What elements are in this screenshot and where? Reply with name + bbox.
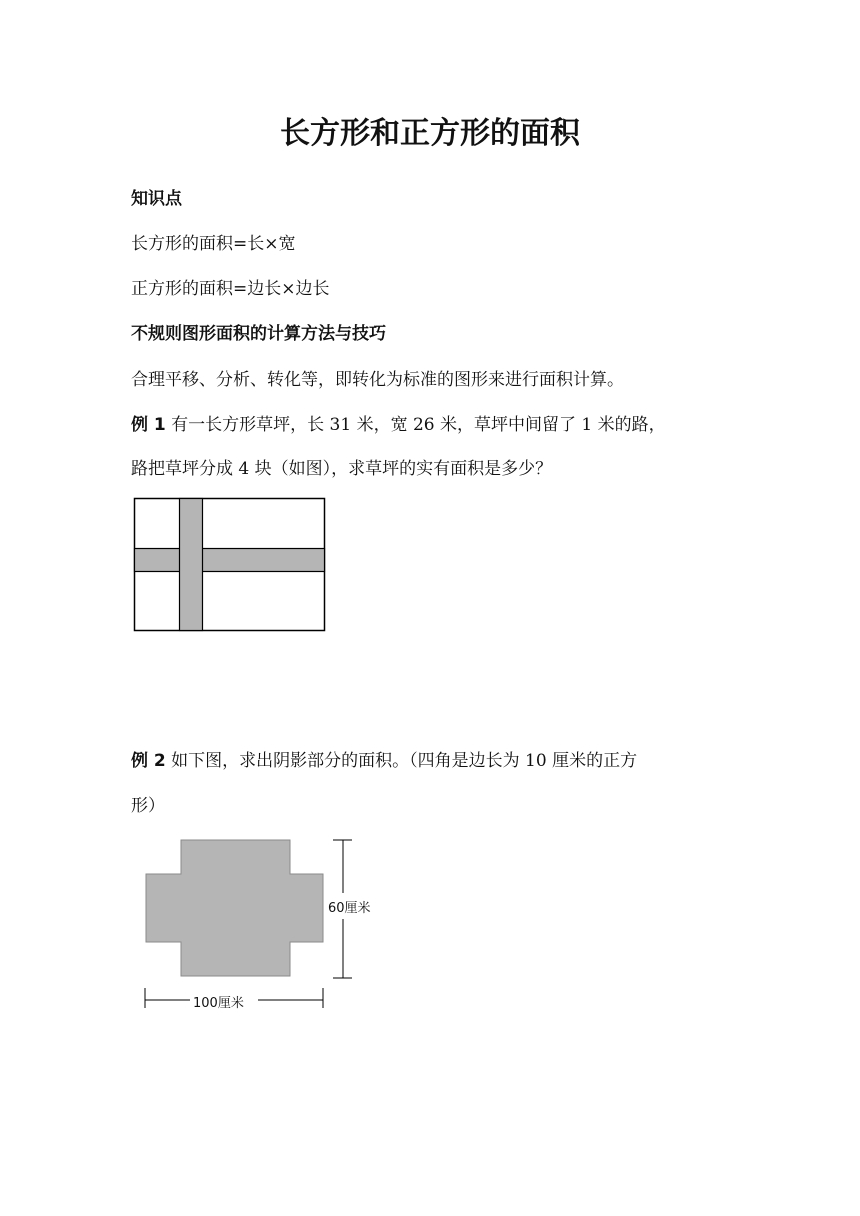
example2-label: 例 2: [131, 751, 166, 771]
irregular-method-text: 合理平移、分析、转化等，即转化为标准的图形来进行面积计算。: [131, 370, 624, 390]
knowledge-heading: 知识点: [131, 189, 182, 209]
horizontal-path: [135, 549, 325, 572]
example1-line2: 路把草坪分成 4 块（如图），求草坪的实有面积是多少？: [131, 459, 553, 479]
example2-line2: 形）: [131, 796, 165, 816]
example1-lawn-figure: [135, 499, 325, 631]
irregular-heading: 不规则图形面积的计算方法与技巧: [131, 324, 386, 344]
example2-text1: 如下图，求出阴影部分的面积。（四角是边长为 10 厘米的正方: [165, 751, 638, 771]
shaded-cross-shape: [146, 840, 323, 976]
example1-text1: 有一长方形草坪，长 31 米，宽 26 米，草坪中间留了 1 米的路，: [165, 415, 666, 435]
square-area-formula: 正方形的面积=边长×边长: [131, 279, 330, 299]
example2-cross-figure: [145, 840, 352, 1008]
width-dimension-label: 100厘米: [193, 996, 244, 1011]
rect-area-formula: 长方形的面积=长×宽: [131, 234, 296, 254]
height-dimension-label: 60厘米: [328, 901, 371, 916]
vertical-path: [180, 499, 203, 631]
example2-line1: [131, 746, 637, 771]
page-title: 长方形和正方形的面积: [280, 116, 580, 151]
example1-label: 例 1: [131, 415, 166, 435]
